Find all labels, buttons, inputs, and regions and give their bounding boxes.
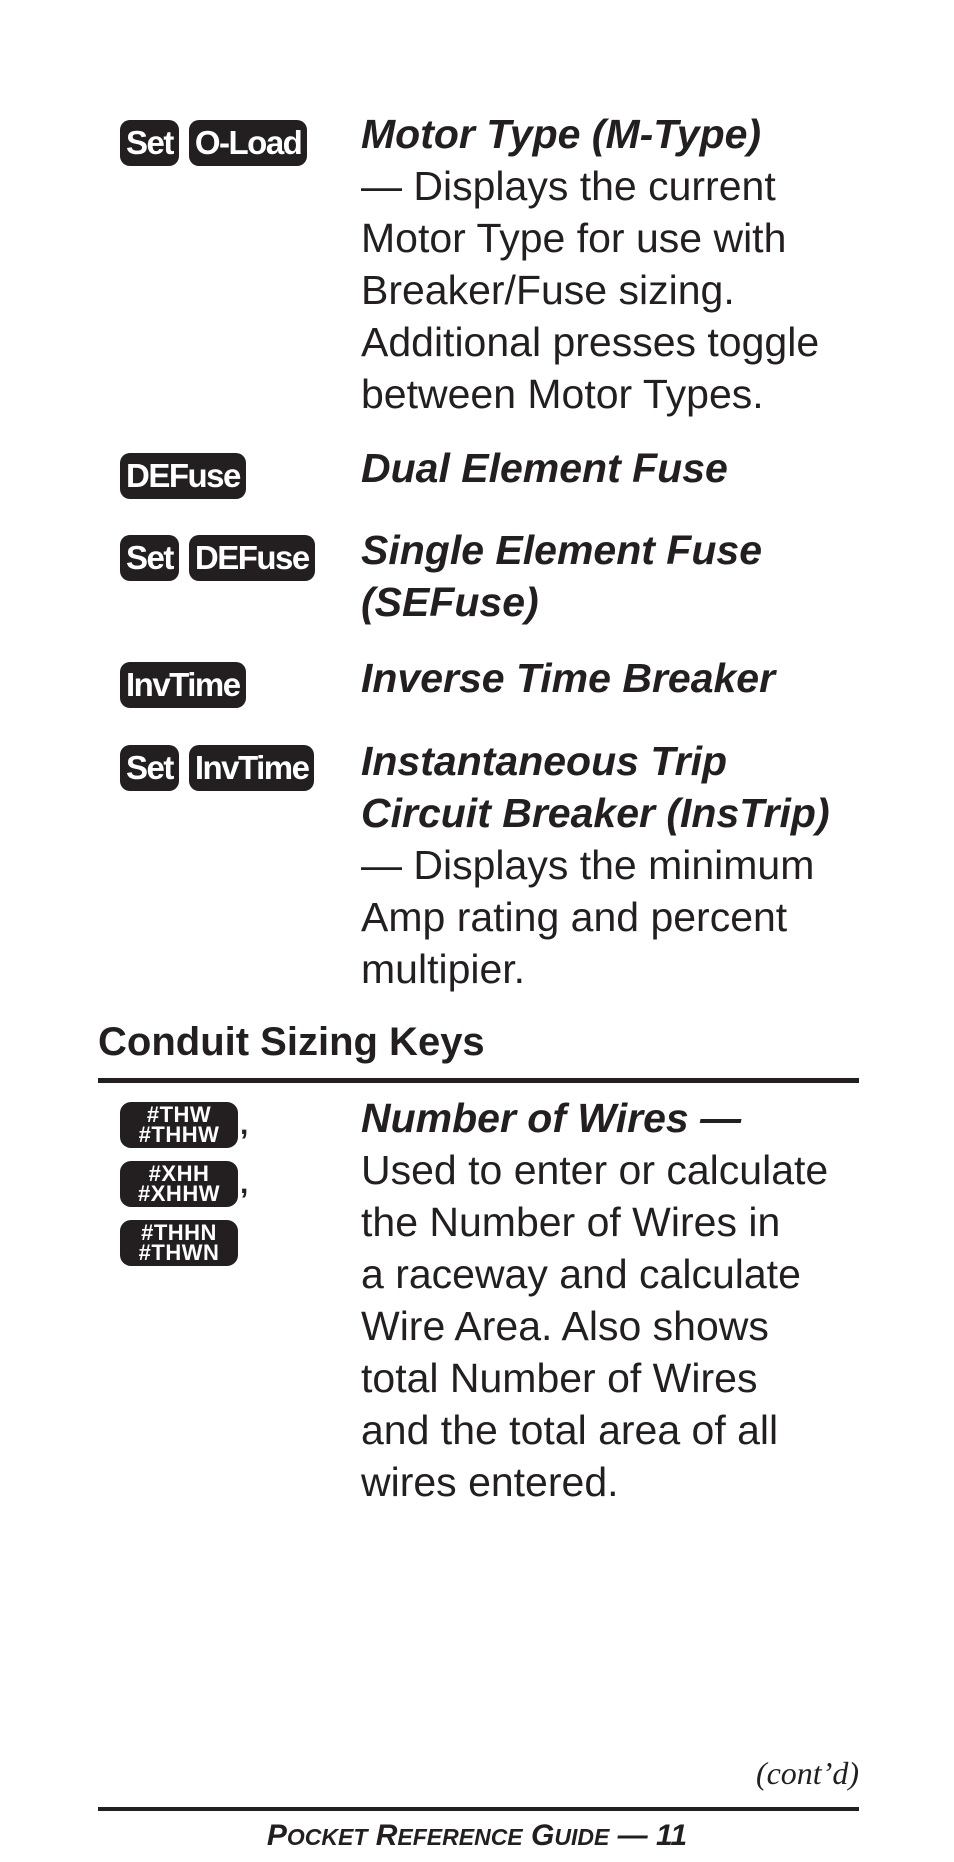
wire-key-thhn (120, 1220, 238, 1266)
footer-divider (98, 1807, 859, 1811)
wire-key-xhh (120, 1161, 248, 1207)
desc-line: multipier. (361, 946, 526, 992)
desc-line: and the total area of all (361, 1407, 779, 1453)
desc-line: Wire Area. Also shows (361, 1303, 769, 1349)
page-footer: POCKET REFERENCE GUIDE — 11 (266, 1819, 688, 1852)
set-key: Set (120, 745, 179, 791)
key-group-invtime (120, 662, 256, 708)
inverse-time-breaker-description (361, 652, 921, 704)
instantaneous-trip-description (361, 735, 921, 995)
entry-title: (SEFuse) (361, 579, 539, 625)
section-divider (98, 1078, 859, 1083)
key-group-set-invtime (120, 745, 324, 791)
desc-line: wires entered. (361, 1459, 619, 1505)
desc-line: Motor Type for use with (361, 215, 787, 261)
entry-title: Dual Element Fuse (361, 445, 728, 491)
thhn-key: #THHN #THWN (120, 1220, 238, 1266)
key-separator: , (240, 1108, 249, 1141)
defuse-key: DEFuse (120, 453, 246, 499)
dual-element-fuse-description (361, 442, 921, 494)
thw-key: #THW #THHW (120, 1102, 238, 1148)
desc-line: — Displays the minimum (361, 842, 815, 888)
desc-line: a raceway and calculate (361, 1251, 801, 1297)
defuse-key: DEFuse (189, 535, 315, 581)
single-element-fuse-description (361, 524, 921, 628)
wire-key-thw (120, 1102, 248, 1148)
set-key: Set (120, 535, 179, 581)
key-group-defuse (120, 453, 256, 499)
desc-line: total Number of Wires (361, 1355, 758, 1401)
section-heading: Conduit Sizing Keys (98, 1020, 485, 1064)
desc-line: Additional presses toggle (361, 319, 820, 365)
invtime-key: InvTime (189, 745, 315, 791)
invtime-key: InvTime (120, 662, 246, 708)
entry-title: Single Element Fuse (361, 527, 762, 573)
desc-line: the Number of Wires in (361, 1199, 781, 1245)
key-separator: , (240, 1167, 249, 1200)
oload-key: O-Load (189, 120, 307, 166)
desc-line: between Motor Types. (361, 371, 764, 417)
page-number: — 11 (617, 1819, 688, 1852)
entry-title: Motor Type (M-Type) (361, 111, 762, 157)
entry-title: Inverse Time Breaker (361, 655, 776, 701)
number-of-wires-description (361, 1092, 921, 1508)
xhh-key: #XHH #XHHW (120, 1161, 238, 1207)
entry-title: Number of Wires — (361, 1095, 742, 1141)
set-key: Set (120, 120, 179, 166)
desc-line: Amp rating and percent (361, 894, 788, 940)
entry-title: Circuit Breaker (InsTrip) (361, 790, 830, 836)
desc-line: Used to enter or calculate (361, 1147, 829, 1193)
desc-line: Breaker/Fuse sizing. (361, 267, 735, 313)
continued-note: (cont’d) (755, 1755, 859, 1791)
key-group-set-oload (120, 120, 317, 166)
desc-line: — Displays the current (361, 163, 776, 209)
entry-title: Instantaneous Trip (361, 738, 728, 784)
key-group-set-defuse (120, 535, 325, 581)
motor-type-description (361, 108, 921, 420)
